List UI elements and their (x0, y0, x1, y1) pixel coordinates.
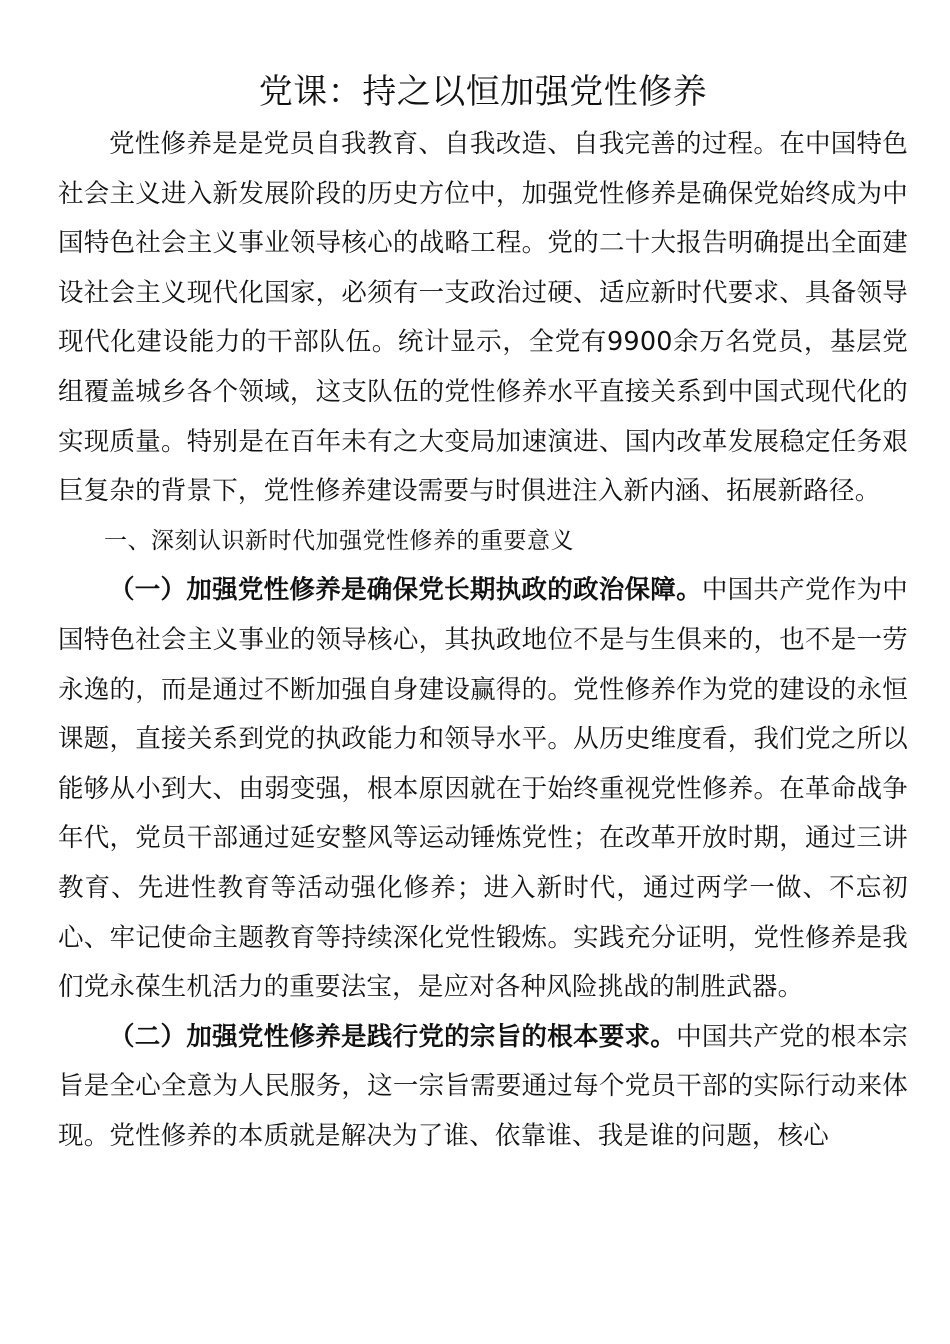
document-page (58, 68, 908, 1161)
point-1-body: 中国共产党作为中国特色社会主义事业的领导核心，其执政地位不是与生俱来的，也不是一劳永逸的，而是通过不断加强自身建设赢得的。党性修养作为党的建设的永恒课题，直接关系到党的执政能力和领导水平。从历史维度看，我们党之所以能够从小到大、由弱变强，根本原因就在于始终重视党性修养。在革命战争年代，党员干部通过延安整风等运动锤炼党性；在改革开放时期，通过三讲教育、先进性教育等活动强化修养；进入新时代，通过两学一做、不忘初心、牢记使命主题教育等持续深化党性锻炼。实践充分证明，党性修养是我们党永葆生机活力的重要法宝，是应对各种风险挑战的制胜武器。 (58, 575, 908, 1003)
intro-paragraph: 党性修养是是党员自我教育、自我改造、自我完善的过程。在中国特色社会主义进入新发展阶段的历史方位中，加强党性修养是确保党始终成为中国特色社会主义事业领导核心的战略工程。党的二十大报告明确提出全面建设社会主义现代化国家，必须有一支政治过硬、适应新时代要求、具备领导现代化建设能力的干部队伍。统计显示，全党有9900余万名党员，基层党组覆盖城乡各个领域，这支队伍的党性修养水平直接关系到中国式现代化的实现质量。特别是在百年未有之大变局加速演进、国内改革发展稳定任务艰巨复杂的背景下，党性修养建设需要与时俱进注入新内涵、拓展新路径。 (58, 129, 908, 507)
point-2-body: 中国共产党的根本宗旨是全心全意为人民服务，这一宗旨需要通过每个党员干部的实际行动来体现。党性修养的本质就是解决为了谁、依靠谁、我是谁的问题，核心 (58, 1021, 908, 1151)
point-2-paragraph (58, 1013, 908, 1162)
point-2-lead: （二）加强党性修养是践行党的宗旨的根本要求。 (109, 1021, 677, 1052)
section-heading-1: 一、深刻认识新时代加强党性修养的重要意义 (104, 527, 574, 554)
point-1-lead: （一）加强党性修养是确保党长期执政的政治保障。 (109, 575, 702, 606)
point-1-paragraph (58, 566, 908, 1012)
document-title: 党课：持之以恒加强党性修养 (258, 72, 708, 112)
